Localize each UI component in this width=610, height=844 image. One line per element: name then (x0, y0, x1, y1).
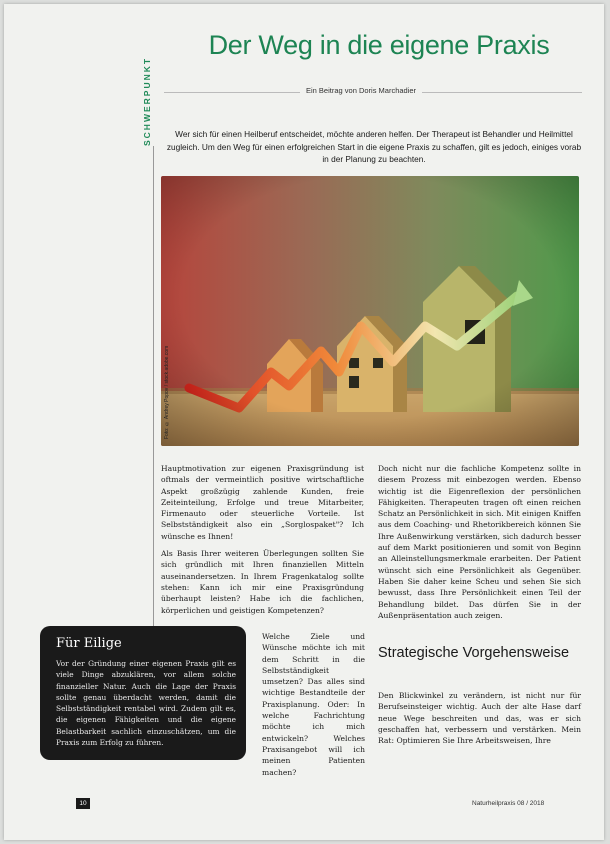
section-heading: Strategische Vorgehensweise (378, 645, 570, 661)
houses-arrow-image (161, 176, 579, 446)
article-column-middle (262, 631, 365, 784)
byline: Ein Beitrag von Doris Marchadier (300, 86, 422, 95)
article-photo (161, 176, 579, 446)
article-column-left (161, 463, 364, 622)
paragraph: Doch nicht nur die fachliche Kompetenz sollte in diesem Prozess mit einbezogen werden. Ebenso wichtig ist die Eigenreflexion der persönlichen Fähigkeiten. Therapeuten tragen oft einen reichen Schatz an Persönlichkeit in sich. Mit einigen Kniffen aus dem Coaching- und Rhetorikbereich können Sie Ihre Außenwirkung verstärken, sich dadurch besser auf dem Markt positionieren und somit von Beginn an Alleinstellungsmerkmale erarbeiten. Der Patient wünscht sich eine Persönlichkeit als Gegenüber. Haben Sie daher keine Scheu und sehen Sie sich bewusst, dass Ihre Persönlichkeit einen Teil der Behandlung bildet. Das dürfen Sie in der Außenpräsentation auch zeigen. (378, 464, 581, 620)
summary-box-title: Für Eilige (56, 636, 122, 651)
page-number: 10 (76, 798, 90, 809)
article-column-right-continued (378, 690, 581, 752)
paragraph: Den Blickwinkel zu verändern, ist nicht nur für Berufseinsteiger wichtig. Auch der alte Hase darf neue Wege beschreiten und das, was er sich geschaffen hat, verbessern und verstärken. Mein Rat: Optimieren Sie Ihre Arbeitsweisen, Ihre (378, 691, 581, 746)
section-label: SCHWERPUNKT (142, 56, 152, 146)
magazine-footer: Naturheilpraxis 08 / 2018 (472, 800, 545, 807)
magazine-page (4, 4, 604, 840)
summary-box (40, 626, 246, 760)
article-title: Der Weg in die eigene Praxis (208, 30, 550, 60)
article-column-right (378, 463, 581, 627)
photo-credit: Foto: © Andrey Popov / stock.adobe.com (164, 345, 170, 439)
article-intro: Wer sich für einen Heilberuf entscheidet, möchte anderen helfen. Der Therapeut ist Behandler und Heilmittel zugleich. Um den Weg für einen erfolgreichen Start in die eigene Praxis zu schaffen, gilt es jedoch, einiges vorab in der Planung zu beachten. (166, 129, 582, 164)
paragraph: Als Basis Ihrer weiteren Überlegungen sollten Sie sich gründlich mit Ihren finanziellen Mitteln auseinandersetzen. In Ihrem Fragenkatalog sollte stehen: Kann ich mir eine Praxisgründung überhaupt leisten? Habe ich die fachlichen, körperlichen und geistigen Kompetenzen? (161, 549, 364, 615)
paragraph: Welche Ziele und Wünsche möchte ich mit dem Schritt in die Selbstständigkeit umsetzen? Das alles sind wichtige Bestandteile der Praxisplanung. Oder: In welche Fachrichtung möchte ich mich entwickeln? Welches Praxisangebot will ich meinen Patienten machen? (262, 632, 365, 777)
summary-box-text: Vor der Gründung einer eigenen Praxis gilt es viele Dinge abzuklären, vor allem solche finanzieller Natur. Auch die Lage der Praxis sollte genau überdacht werden, damit die Selbstständigkeit rentabel wird. Zudem gilt es, die eigenen Fähigkeiten und die eigene Belastbarkeit sachlich einzuschätzen, um die Praxis zum Erfolg zu führen. (56, 659, 236, 748)
paragraph: Hauptmotivation zur eigenen Praxisgründung ist oftmals der vermeintlich positive wirtschaftliche Aspekt großzügig zahlende Kunden, freie Zeiteinteilung, Erfolge und treue Mitarbeiter, Firmenauto oder steuerliche Vorteile. Ist Selbstständigkeit also ein „Sorglospaket"? Ich wünsche es Ihnen! (161, 464, 364, 541)
